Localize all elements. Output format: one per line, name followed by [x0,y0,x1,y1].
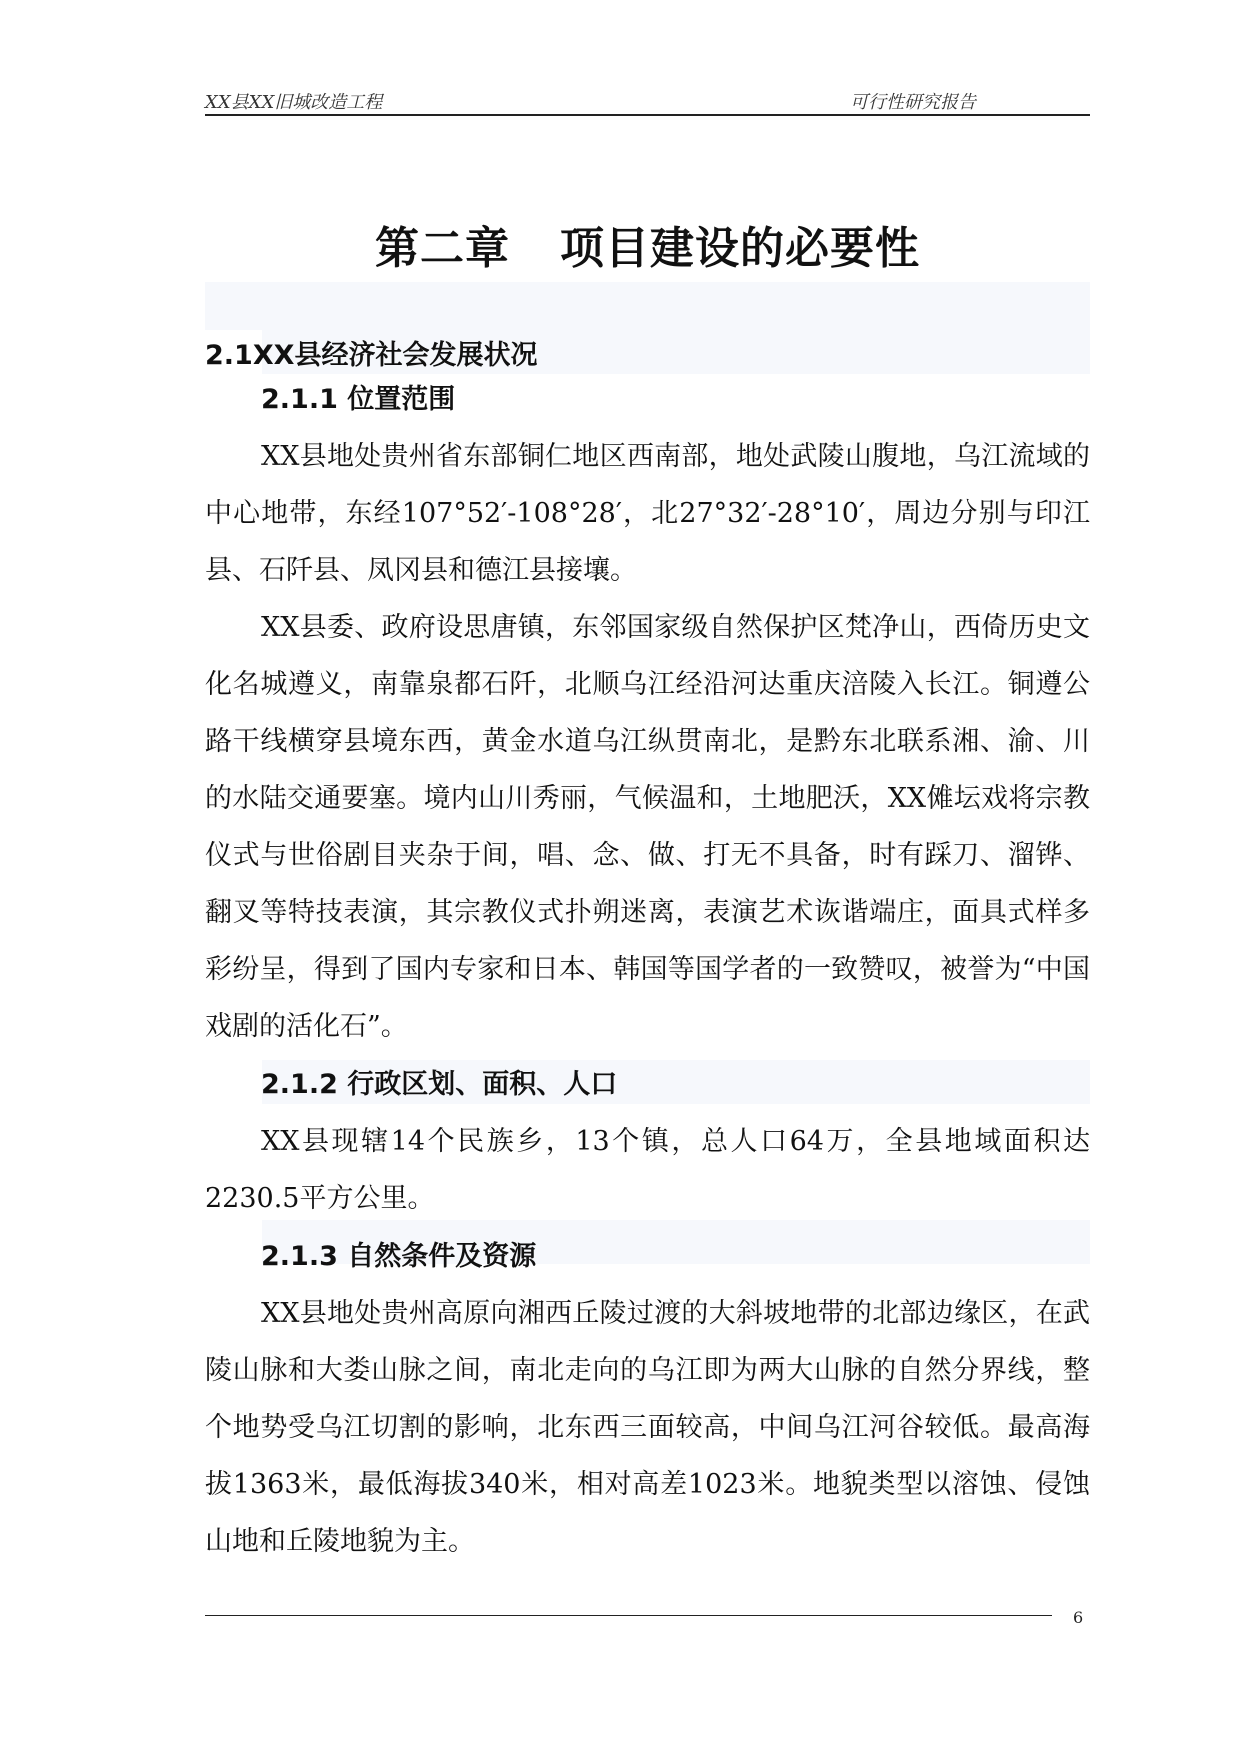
page-number: 6 [1073,1608,1084,1627]
header-project-name: XX县XX旧城改造工程 [205,92,383,113]
section-heading: 2.1XX县经济社会发展状况 [205,340,538,371]
subsection-heading: 2.1.2 行政区划、面积、人口 [261,1069,618,1100]
chapter-name: 项目建设的必要性 [560,223,920,274]
chapter-number: 第二章 [375,223,510,274]
document-body [205,330,1090,1570]
subsection-heading: 2.1.1 位置范围 [261,384,456,415]
header-report-type: 可行性研究报告 [850,92,976,113]
page-header [205,86,1090,116]
paragraph: XX县地处贵州高原向湘西丘陵过渡的大斜坡地带的北部边缘区，在武陵山脉和大娄山脉之间，南北走向的乌江即为两大山脉的自然分界线，整个地势受乌江切割的影响，北东西三面较高，中间乌江河谷较低。最高海拔1363米，最低海拔340米，相对高差1023米。地貌类型以溶蚀、侵蚀山地和丘陵地貌为主。 [205,1298,1090,1557]
footer-divider [205,1615,1052,1616]
heading-highlight [205,282,1090,330]
paragraph: XX县委、政府设思唐镇，东邻国家级自然保护区梵净山，西倚历史文化名城遵义，南靠泉都石阡，北顺乌江经沿河达重庆涪陵入长江。铜遵公路干线横穿县境东西，黄金水道乌江纵贯南北，是黔东北联系湘、渝、川的水陆交通要塞。境内山川秀丽，气候温和，土地肥沃，XX傩坛戏将宗教仪式与世俗剧目夹杂于间，唱、念、做、打无不具备，时有踩刀、溜铧、翻叉等特技表演，其宗教仪式扑朔迷离，表演艺术诙谐端庄，面具式样多彩纷呈，得到了国内专家和日本、韩国等国学者的一致赞叹，被誉为“中国戏剧的活化石”。 [205,612,1090,1042]
chapter-title [205,212,1090,276]
paragraph: XX县现辖14个民族乡，13个镇，总人口64万，全县地域面积达2230.5平方公里。 [205,1126,1090,1214]
paragraph: XX县地处贵州省东部铜仁地区西南部，地处武陵山腹地，乌江流域的中心地带，东经107°52′-108°28′，北27°32′-28°10′，周边分别与印江县、石阡县、凤冈县和德江县接壤。 [205,441,1090,586]
subsection-heading: 2.1.3 自然条件及资源 [261,1241,537,1272]
